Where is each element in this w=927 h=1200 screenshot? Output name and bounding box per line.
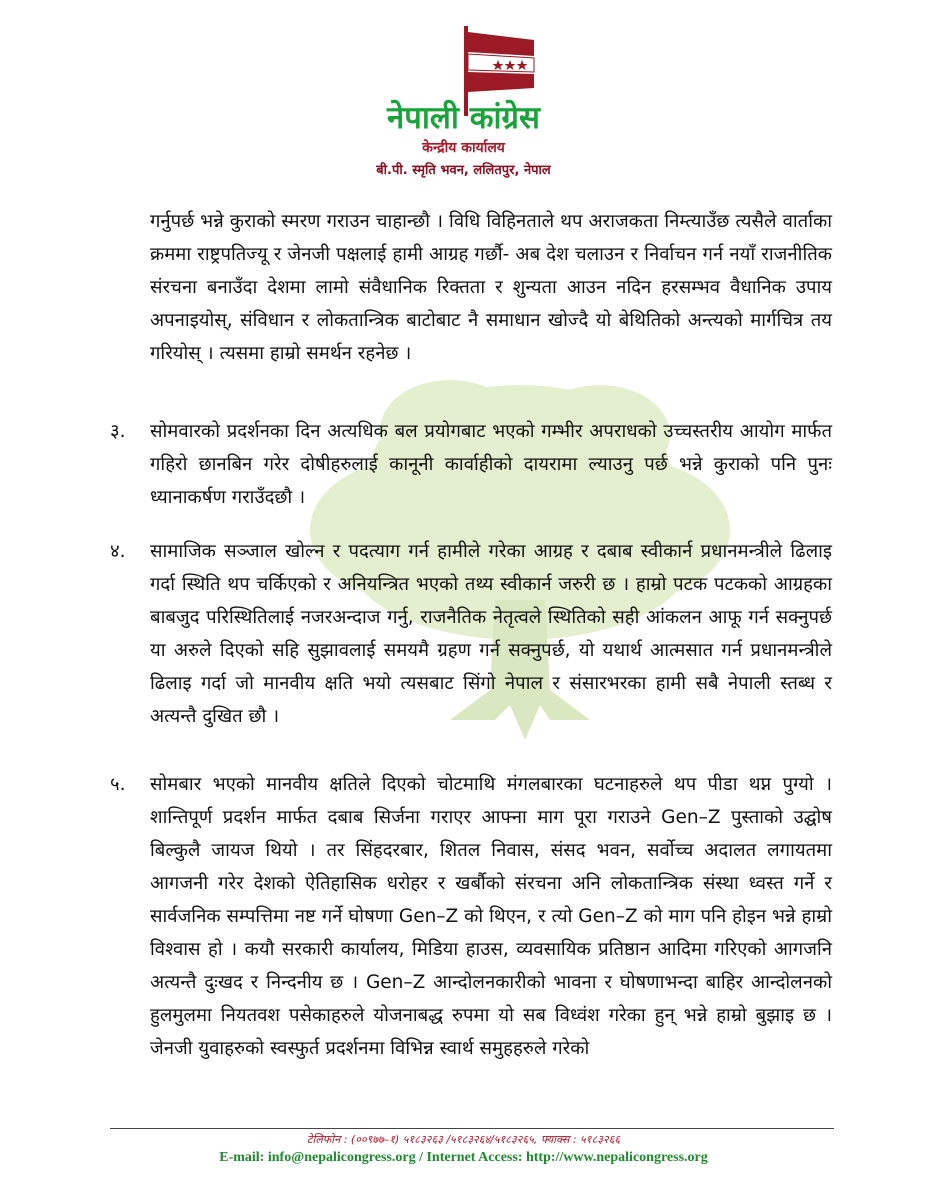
footer-contact: E-mail: info@nepalicongress.org / Internet Access: http://www.nepalicongress.org bbox=[219, 1150, 708, 1165]
paragraph-number: ५. bbox=[110, 774, 126, 795]
paragraph-4: सामाजिक सञ्जाल खोल्न र पदत्याग गर्न हामीले गरेका आग्रह र दबाब स्वीकार्न प्रधानमन्त्रीले ढिलाइ गर्दा स्थिति थप चर्किएको र अनियन्त्रित भएको तथ्य स्वीकार्न जरुरी छ । हाम्रो पटक पटकको आग्रहका बाबजुद परिस्थितिलाई नजरअन्दाज गर्नु, राजनैतिक नेतृत्वले स्थितिको सही आंकलन आफू गर्न सक्नुपर्छ या अरुले दिएको सहि सुझावलाई समयमै ग्रहण गर्न सक्नुपर्छ, यो यथार्थ आत्मसात गर्न प्रधानमन्त्रीले ढिलाइ गर्दा जो मानवीय क्षति भयो त्यसबाट सिंगो नेपाल र संसारभरका हामी सबै नेपाली स्तब्ध र अत्यन्तै दुखित छौ । bbox=[150, 541, 832, 727]
office-address: बी.पी. स्मृति भवन, ललितपुर, नेपाल bbox=[376, 163, 551, 178]
paragraph-5: सोमबार भएको मानवीय क्षतिले दिएको चोटमाथि मंगलबारका घटनाहरुले थप पीडा थप्न पुग्यो । शान्तिपूर्ण प्रदर्शन मार्फत दबाब सिर्जना गराएर आफ्ना माग पूरा गराउने Gen–Z पुस्ताको उद्घोष बिल्कुलै जायज थियो । तर सिंहदरबार, शितल निवास, संसद भवन, सर्वोच्च अदालत लगायतमा आगजनी गरेर देशको ऐतिहासिक धरोहर र खर्बौको संरचना अनि लोकतान्त्रिक संस्था ध्वस्त गर्ने र सार्वजनिक सम्पत्तिमा नष्ट गर्ने घोषणा Gen–Z को थिएन, र त्यो Gen–Z को माग पनि होइन भन्ने हाम्रो विश्वास हो । कयौ सरकारी कार्यालय, मिडिया हाउस, व्यवसायिक प्रतिष्ठान आदिमा गरिएको आगजनि अत्यन्तै दुःखद र निन्दनीय छ । Gen–Z आन्दोलनकारीको भावना र घोषणाभन्दा बाहिर आन्दोलनको हुलमुलमा नियतवश पसेकाहरुले योजनाबद्ध रुपमा यो सब विध्वंश गरेका हुन् भन्ने हाम्रो बुझाइ छ । जेनजी युवाहरुको स्वस्फुर्त प्रदर्शनमा विभिन्न स्वार्थ समुहहरुले गरेको bbox=[150, 774, 832, 1059]
paragraph-3: सोमवारको प्रदर्शनका दिन अत्यधिक बल प्रयोगबाट भएको गम्भीर अपराधको उच्चस्तरीय आयोग मार्फत गहिरो छानबिन गरेर दोषीहरुलाई कानूनी कार्वाहीको दायरामा ल्याउनु पर्छ भन्ने कुराको पनि पुनः ध्यानाकर्षण गराउँदछौ । bbox=[150, 421, 832, 508]
party-name: नेपाली कांग्रेस bbox=[387, 100, 540, 136]
paragraph-continuation: गर्नुपर्छ भन्ने कुराको स्मरण गराउन चाहान्छौ । विधि विहिनताले थप अराजकता निम्त्याउँछ त्यसैले वार्ताका क्रममा राष्ट्रपतिज्यू र जेनजी पक्षलाई हामी आग्रह गर्छौ- अब देश चलाउन र निर्वाचन गर्न नयाँ राजनीतिक संरचना बनाउँदा देशमा लामो संवैधानिक रिक्तता र शुन्यता आउन नदिन हरसम्भव वैधानिक उपाय अपनाइयोस्, संविधान र लोकतान्त्रिक बाटोबाट नै समाधान खोज्दै यो बेथितिको अन्त्यको मार्गचित्र तय गरियोस् । त्यसमा हाम्रो समर्थन रहनेछ । bbox=[150, 211, 832, 364]
office-name: केन्द्रीय कार्यालय bbox=[422, 140, 505, 156]
paragraph-number: ४. bbox=[110, 541, 126, 562]
letterhead bbox=[0, 0, 927, 200]
footer-phone: टेलिफोन : (००९७७–१) ५१८३२६३ /५१८३२६४/५१८३२६५, फ्याक्स : ५१८३२६६ bbox=[306, 1133, 621, 1146]
paragraph-number: ३. bbox=[110, 421, 126, 442]
footer-divider bbox=[110, 1128, 834, 1129]
